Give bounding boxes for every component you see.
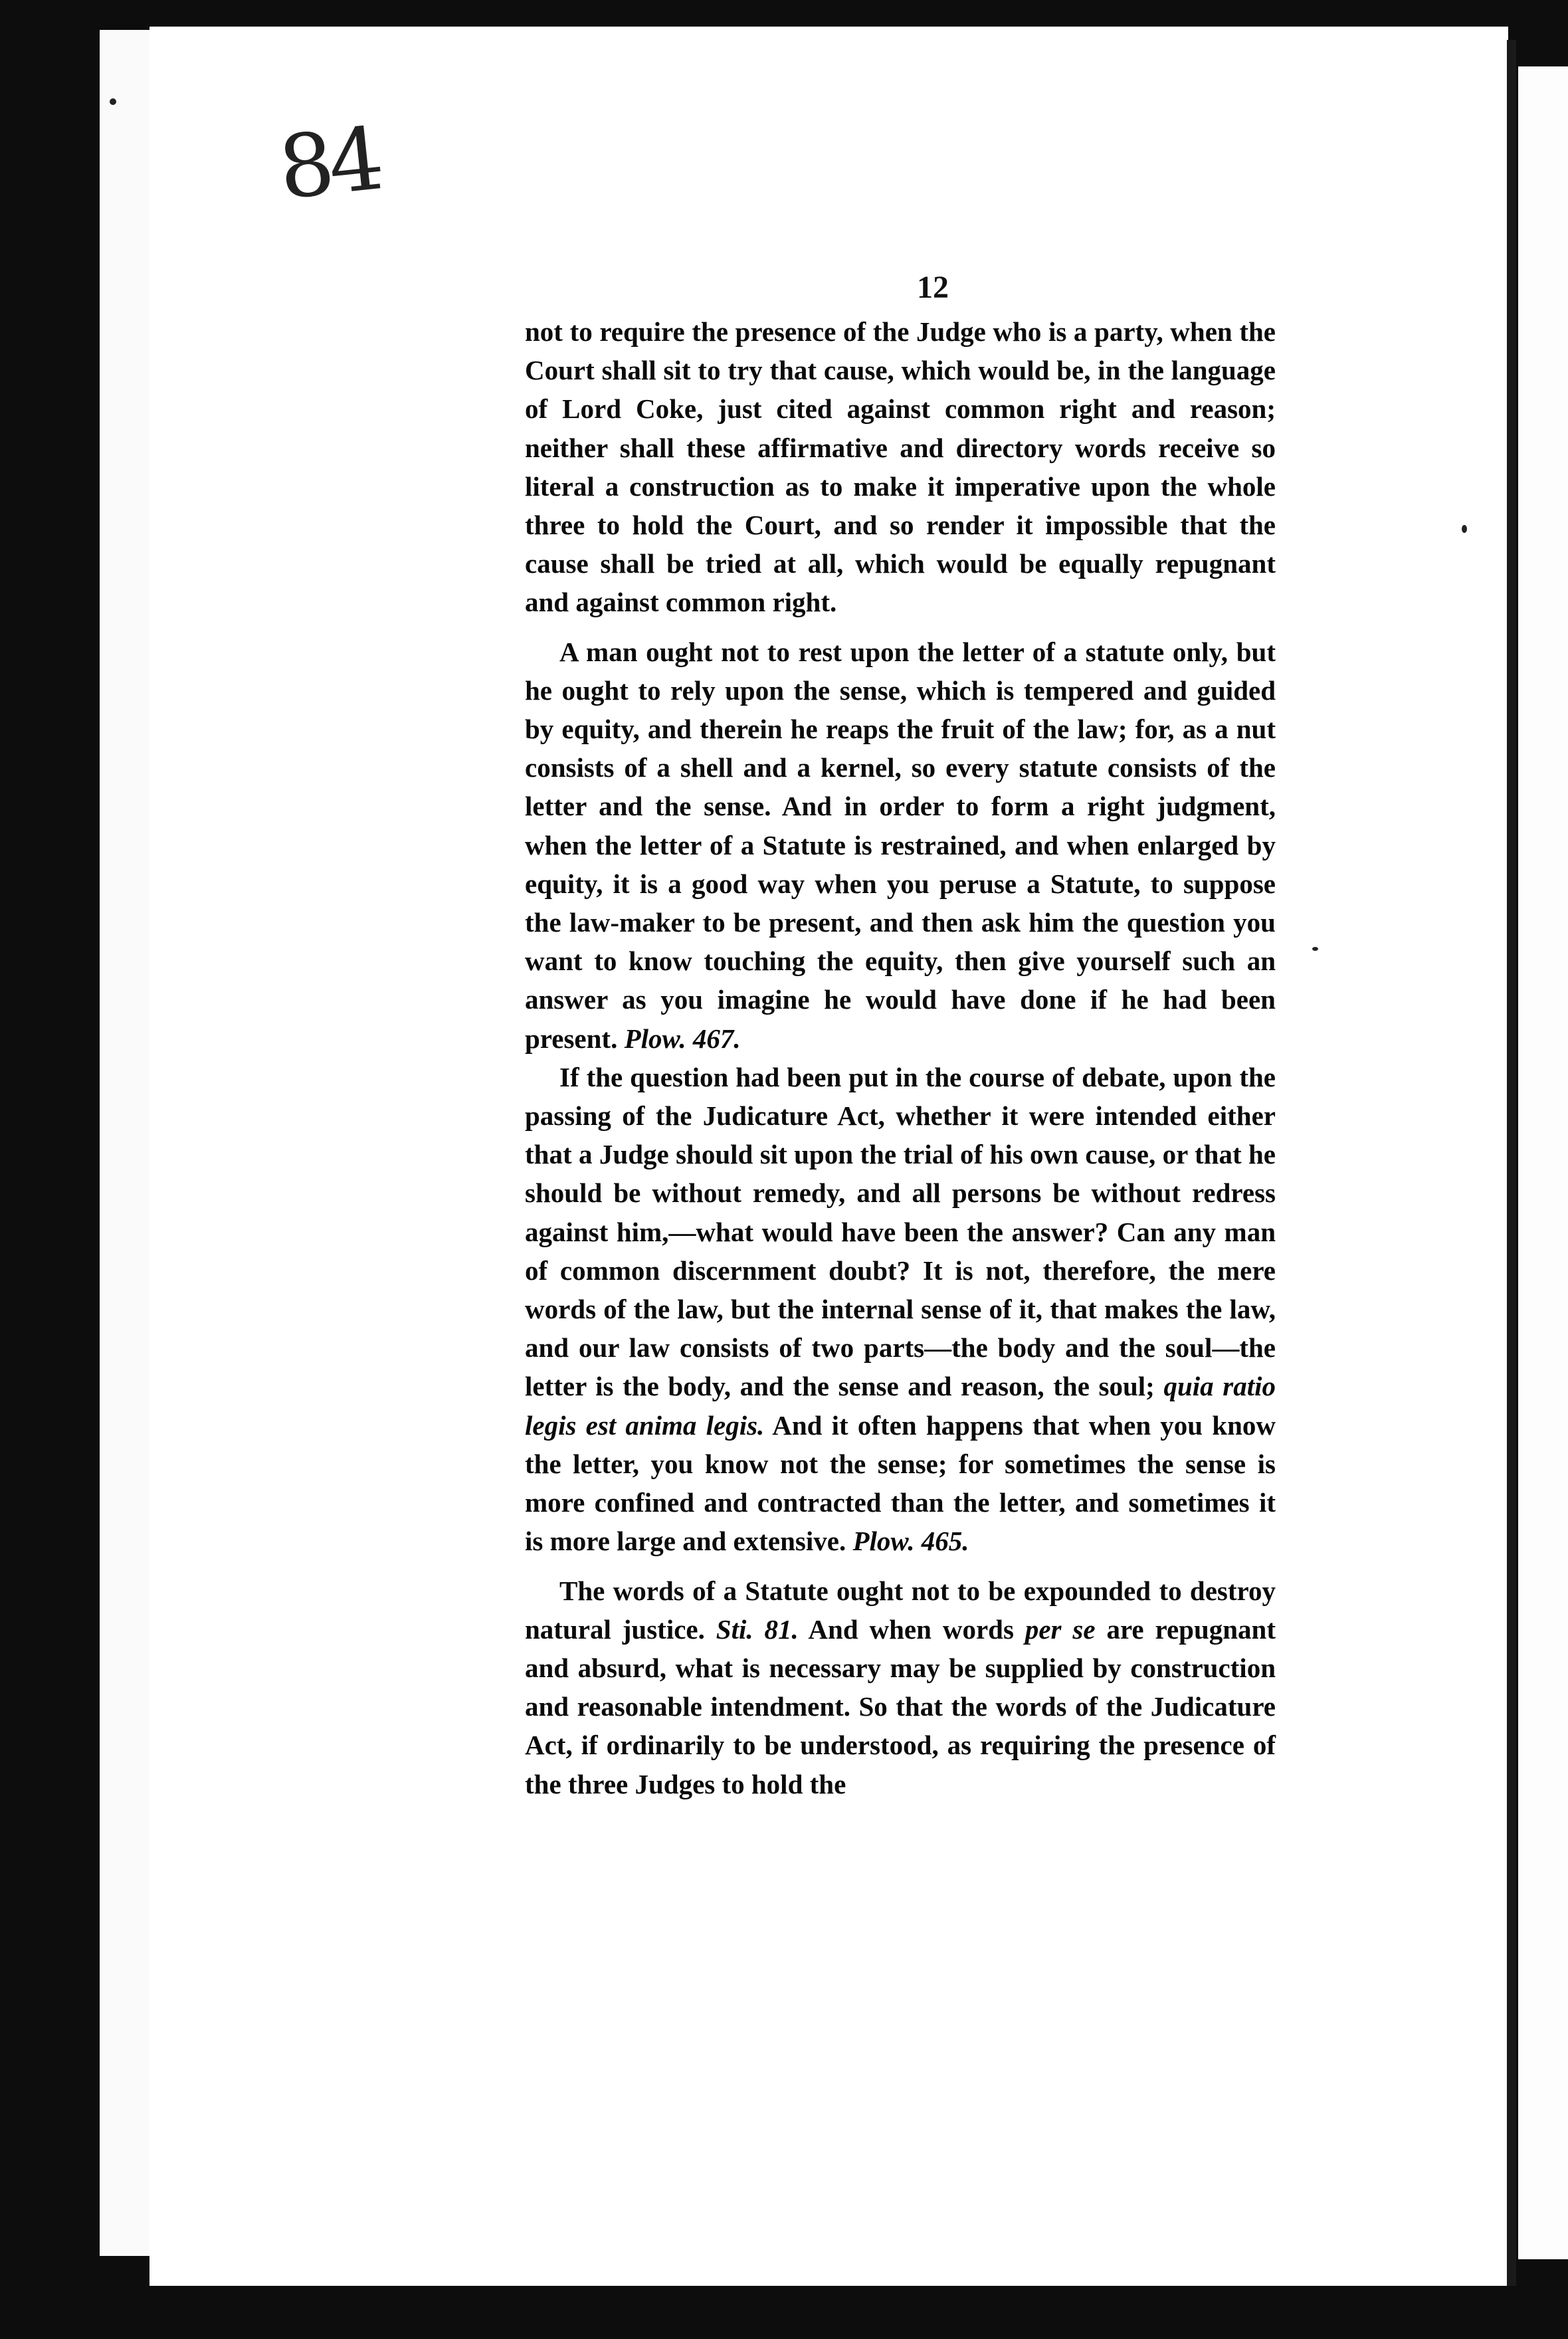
paragraph-1	[525, 312, 1276, 622]
paragraph-3-text-before: If the question had been put in the course of debate, upon the passing of the Judicature Act, whether it were intended either that a Judge should sit upon the trial of his own cause, or that he should be without remedy, and all persons be without redress against him,—what would have been the answer? Can any man of common discernment doubt? It is not, therefore, the mere words of the law, but the internal sense of it, that makes the law, and our law consists of two parts—the body and the soul—the letter is the body, and the sense and reason, the soul;	[525, 1061, 1276, 1402]
paragraph-4-text-middle: And when words	[808, 1613, 1014, 1645]
ink-speck	[1312, 947, 1318, 951]
paragraph-4-text-before: The words of a Statute ought not to be expounded to destroy natural justice.	[525, 1575, 1276, 1645]
latin-maxim: quia ratio legis est anima legis.	[525, 1371, 1276, 1441]
book-gutter	[1507, 40, 1516, 2286]
paragraph-2	[525, 633, 1276, 1058]
citation-sti-81: Sti. 81.	[716, 1613, 799, 1645]
scan-corner	[0, 2213, 100, 2339]
paragraph-4	[525, 1572, 1276, 1803]
ink-speck	[1462, 525, 1467, 533]
citation-plow-465: Plow. 465.	[852, 1526, 969, 1557]
document-body	[525, 312, 1276, 1803]
paragraph-1-text: not to require the presence of the Judge who is a party, when the Court shall sit to try that cause, which would be, in the language of Lord Coke, just cited against common right and reason; neither shall these affirmative and directory words receive so literal a construction as to make it imperative upon the whole three to hold the Court, and so render it impossible that the cause shall be tried at all, which would be equally repugnant and against common right.	[525, 316, 1276, 618]
page-number: 12	[917, 270, 949, 305]
paragraph-4-text-after: are repugnant and absurd, what is necessary may be supplied by construction and reasonable intendment. So that the words of the Judicature Act, if ordinarily to be understood, as requiring the presence of the three Judges to hold the	[525, 1613, 1276, 1799]
paragraph-2-text: A man ought not to rest upon the letter of a statute only, but he ought to rely upon the sense, which is tempered and guided by equity, and therein he reaps the fruit of the law; for, as a nut consists of a shell and a kernel, so every statute consists of the letter and the sense. And in order to form a right judgment, when the letter of a Statute is restrained, and when enlarged by equity, it is a good way when you peruse a Statute, to suppose the law-maker to be present, and then ask him the question you want to know touching the equity, then give yourself such an answer as you imagine he would have done if he had been present.	[525, 636, 1276, 1054]
citation-plow-467: Plow. 467.	[624, 1023, 741, 1054]
paragraph-3	[525, 1058, 1276, 1561]
ink-speck	[110, 98, 116, 105]
handwritten-folio-number: 84	[274, 108, 383, 219]
facing-page-edge	[1518, 66, 1568, 2259]
latin-per-se: per se	[1025, 1613, 1096, 1645]
page-edge-shadow	[100, 30, 153, 2256]
paragraph-3-text-after: And it often happens that when you know the letter, you know not the sense; for sometimes the sense is more confined and contracted than the letter, and sometimes it is more large and extensive.	[525, 1409, 1276, 1557]
